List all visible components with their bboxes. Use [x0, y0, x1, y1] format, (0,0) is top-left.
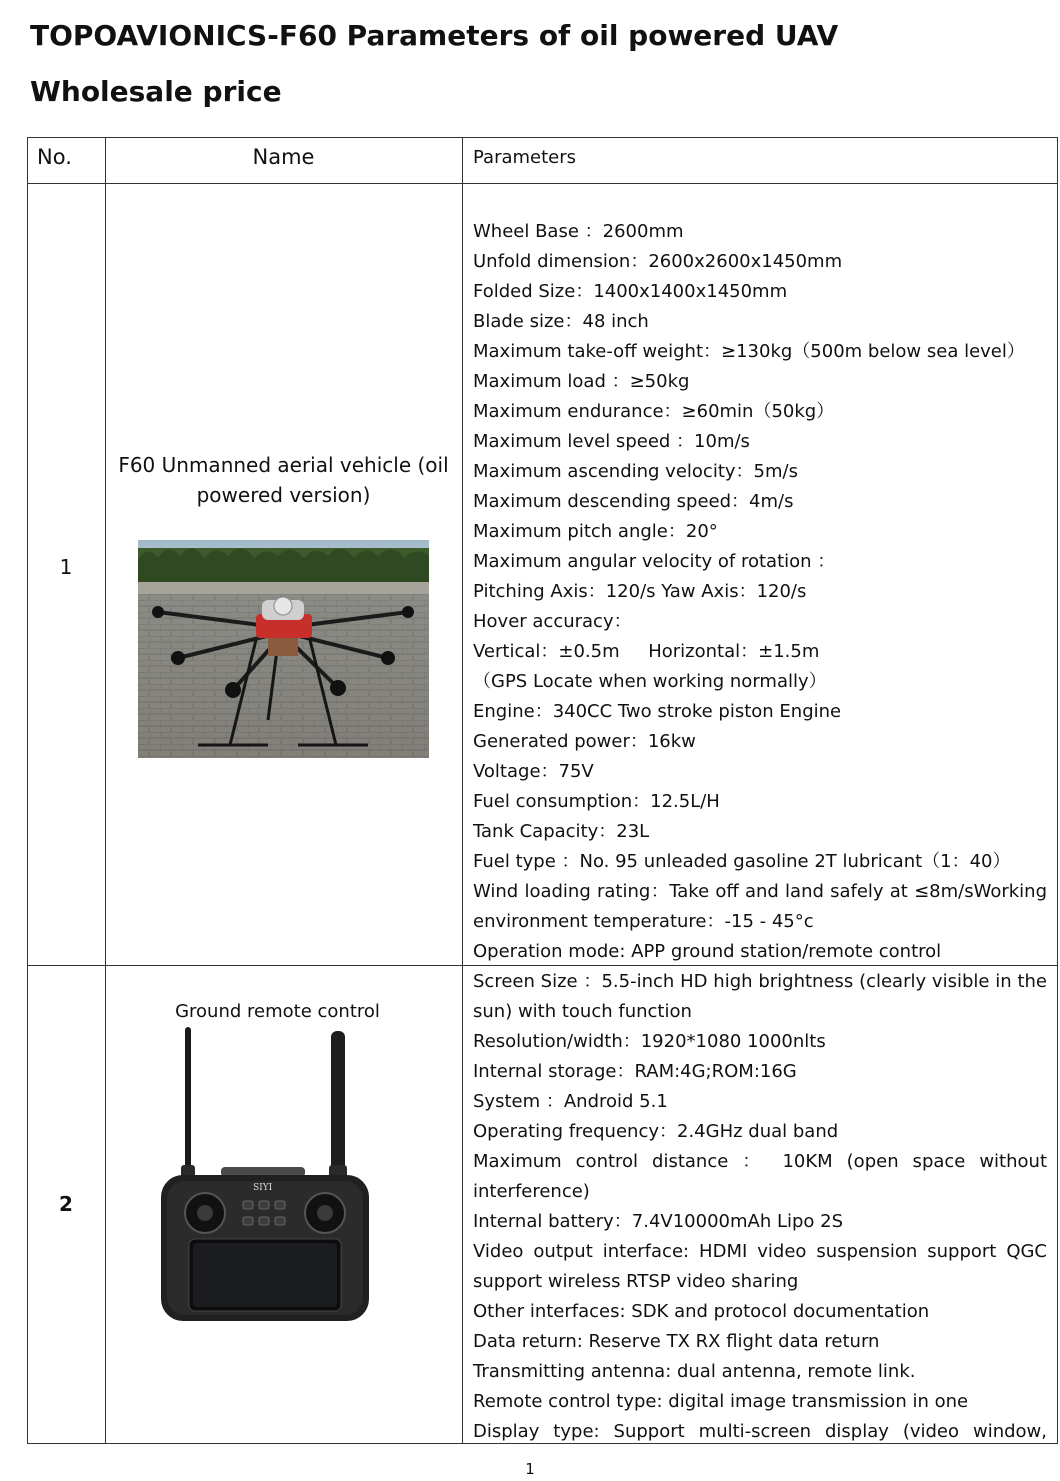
table-border-top	[27, 137, 1058, 138]
param-line: Operation mode: APP ground station/remote control	[473, 941, 942, 962]
param-line: Generated power：16kw	[473, 731, 696, 752]
table-header-divider	[27, 183, 1058, 184]
param-line: （GPS Locate when working normally）	[473, 671, 827, 692]
param-line: Tank Capacity：23L	[473, 821, 650, 842]
param-line: Folded Size：1400x1400x1450mm	[473, 281, 788, 302]
document-subtitle: Wholesale price	[30, 75, 282, 108]
param-line: Maximum pitch angle：20°	[473, 521, 718, 542]
uav-drone-photo	[138, 540, 429, 758]
param-line: Wheel Base ：2600mm	[473, 221, 684, 242]
param-line: Maximum load ：≥50kg	[473, 371, 690, 392]
table-col-divider-2	[462, 137, 463, 1444]
param-line: Screen Size ：5.5-inch HD high brightness (clearly visible in the sun) with touch function	[473, 971, 1047, 1022]
param-line: Hover accuracy：	[473, 611, 632, 632]
remote-brand-label: SIYI	[253, 1183, 273, 1193]
param-line: Maximum ascending velocity：5m/s	[473, 461, 798, 482]
param-line: Pitching Axis：120/s Yaw Axis：120/s	[473, 581, 807, 602]
spec-table	[27, 137, 1058, 1444]
row-1-number: 1	[59, 555, 73, 579]
param-line: Engine：340CC Two stroke piston Engine	[473, 701, 842, 722]
remote-controller-photo	[155, 1025, 375, 1325]
page-number: 1	[525, 1460, 535, 1478]
param-line: Maximum angular velocity of rotation ：	[473, 551, 836, 572]
param-line: Vertical：±0.5m Horizontal：±1.5m	[473, 641, 820, 662]
row-1-name: F60 Unmanned aerial vehicle (oil powered version)	[118, 453, 449, 507]
param-line: Display type: Support multi-screen display (video window,	[473, 1421, 1047, 1442]
param-line: Fuel consumption：12.5L/H	[473, 791, 720, 812]
header-name: Name	[252, 145, 315, 169]
table-border-right	[1057, 137, 1058, 1444]
param-line: Blade size：48 inch	[473, 311, 649, 332]
row-2-parameters	[473, 967, 1047, 1447]
param-line: Wind loading rating：Take off and land safely at ≤8m/sWorking environment temperature：-15 - 45°c	[473, 881, 1047, 932]
row-2-number: 2	[59, 1192, 73, 1216]
param-line: Maximum endurance：≥60min（50kg）	[473, 401, 835, 422]
param-line: Remote control type: digital image transmission in one	[473, 1391, 969, 1412]
param-line: Unfold dimension：2600x2600x1450mm	[473, 251, 843, 272]
param-line: Maximum control distance ： 10KM (open space without interference)	[473, 1151, 1047, 1202]
param-line: Voltage：75V	[473, 761, 594, 782]
param-line: Video output interface: HDMI video suspension support QGC support wireless RTSP video sharing	[473, 1241, 1047, 1292]
param-line: Data return: Reserve TX RX flight data return	[473, 1331, 880, 1352]
param-line: Maximum descending speed：4m/s	[473, 491, 794, 512]
header-parameters: Parameters	[473, 147, 577, 168]
row-1-parameters	[473, 217, 1047, 967]
param-line: Resolution/width：1920*1080 1000nlts	[473, 1031, 826, 1052]
param-line: Fuel type ：No. 95 unleaded gasoline 2T lubricant（1：40）	[473, 851, 1011, 872]
param-line: Other interfaces: SDK and protocol documentation	[473, 1301, 930, 1322]
table-col-divider-1	[105, 137, 106, 1444]
param-line: Maximum take-off weight：≥130kg（500m below sea level）	[473, 341, 1025, 362]
param-line: Maximum level speed ：10m/s	[473, 431, 750, 452]
header-no: No.	[37, 145, 72, 169]
row-2-name: Ground remote control	[175, 1001, 380, 1022]
param-line: Transmitting antenna: dual antenna, remote link.	[473, 1361, 916, 1382]
param-line: Internal battery：7.4V10000mAh Lipo 2S	[473, 1211, 844, 1232]
table-border-left	[27, 137, 28, 1444]
param-line: System ：Android 5.1	[473, 1091, 668, 1112]
document-title: TOPOAVIONICS-F60 Parameters of oil powered UAV	[30, 19, 839, 52]
param-line: Internal storage：RAM:4G;ROM:16G	[473, 1061, 797, 1082]
param-line: Operating frequency：2.4GHz dual band	[473, 1121, 839, 1142]
